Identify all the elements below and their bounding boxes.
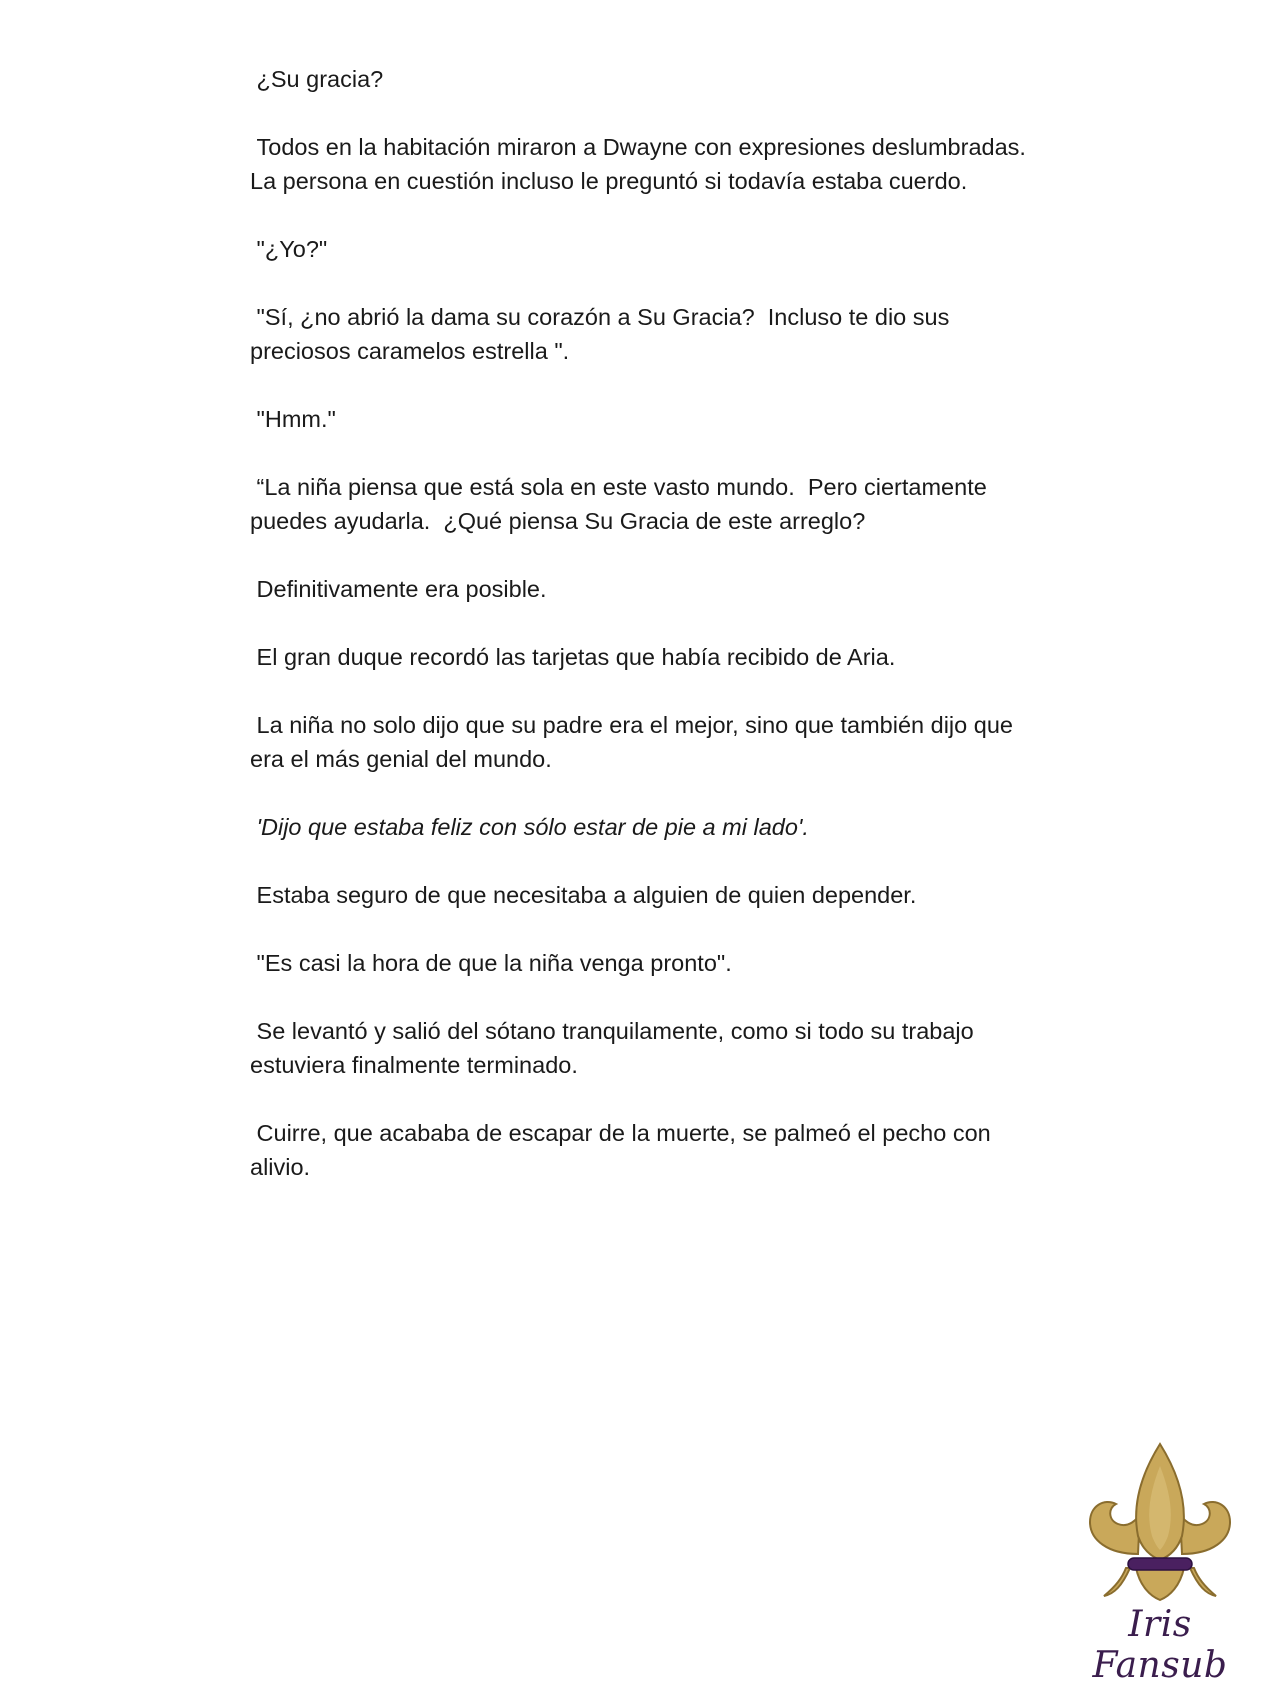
paragraph: "Sí, ¿no abrió la dama su corazón a Su Gracia? Incluso te dio sus preciosos caramelos estrella ". bbox=[250, 304, 956, 364]
paragraph: “La niña piensa que está sola en este vasto mundo. Pero ciertamente puedes ayudarla. ¿Qué piensa Su Gracia de este arreglo? bbox=[250, 474, 994, 534]
paragraph: "¿Yo?" bbox=[250, 236, 328, 262]
paragraph: ¿Su gracia? bbox=[250, 66, 384, 92]
paragraph: "Hmm." bbox=[250, 406, 336, 432]
watermark-text: Iris Fansub bbox=[1092, 1604, 1228, 1686]
watermark-logo bbox=[1060, 1436, 1260, 1686]
paragraph: Estaba seguro de que necesitaba a alguien de quien depender. bbox=[250, 882, 917, 908]
document-body bbox=[250, 62, 1040, 1218]
paragraph: Definitivamente era posible. bbox=[250, 576, 547, 602]
paragraph: La niña no solo dijo que su padre era el mejor, sino que también dijo que era el más genial del mundo. bbox=[250, 712, 1020, 772]
paragraph: El gran duque recordó las tarjetas que había recibido de Aria. bbox=[250, 644, 896, 670]
paragraph: "Es casi la hora de que la niña venga pronto". bbox=[250, 950, 732, 976]
fleur-de-lis-icon bbox=[1060, 1436, 1260, 1626]
paragraph-italic: 'Dijo que estaba feliz con sólo estar de pie a mi lado'. bbox=[250, 814, 809, 840]
paragraph: Cuirre, que acababa de escapar de la muerte, se palmeó el pecho con alivio. bbox=[250, 1120, 998, 1180]
paragraph: Todos en la habitación miraron a Dwayne con expresiones deslumbradas. La persona en cuestión incluso le preguntó si todavía estaba cuerdo. bbox=[250, 134, 1040, 194]
paragraph: Se levantó y salió del sótano tranquilamente, como si todo su trabajo estuviera finalmente terminado. bbox=[250, 1018, 981, 1078]
